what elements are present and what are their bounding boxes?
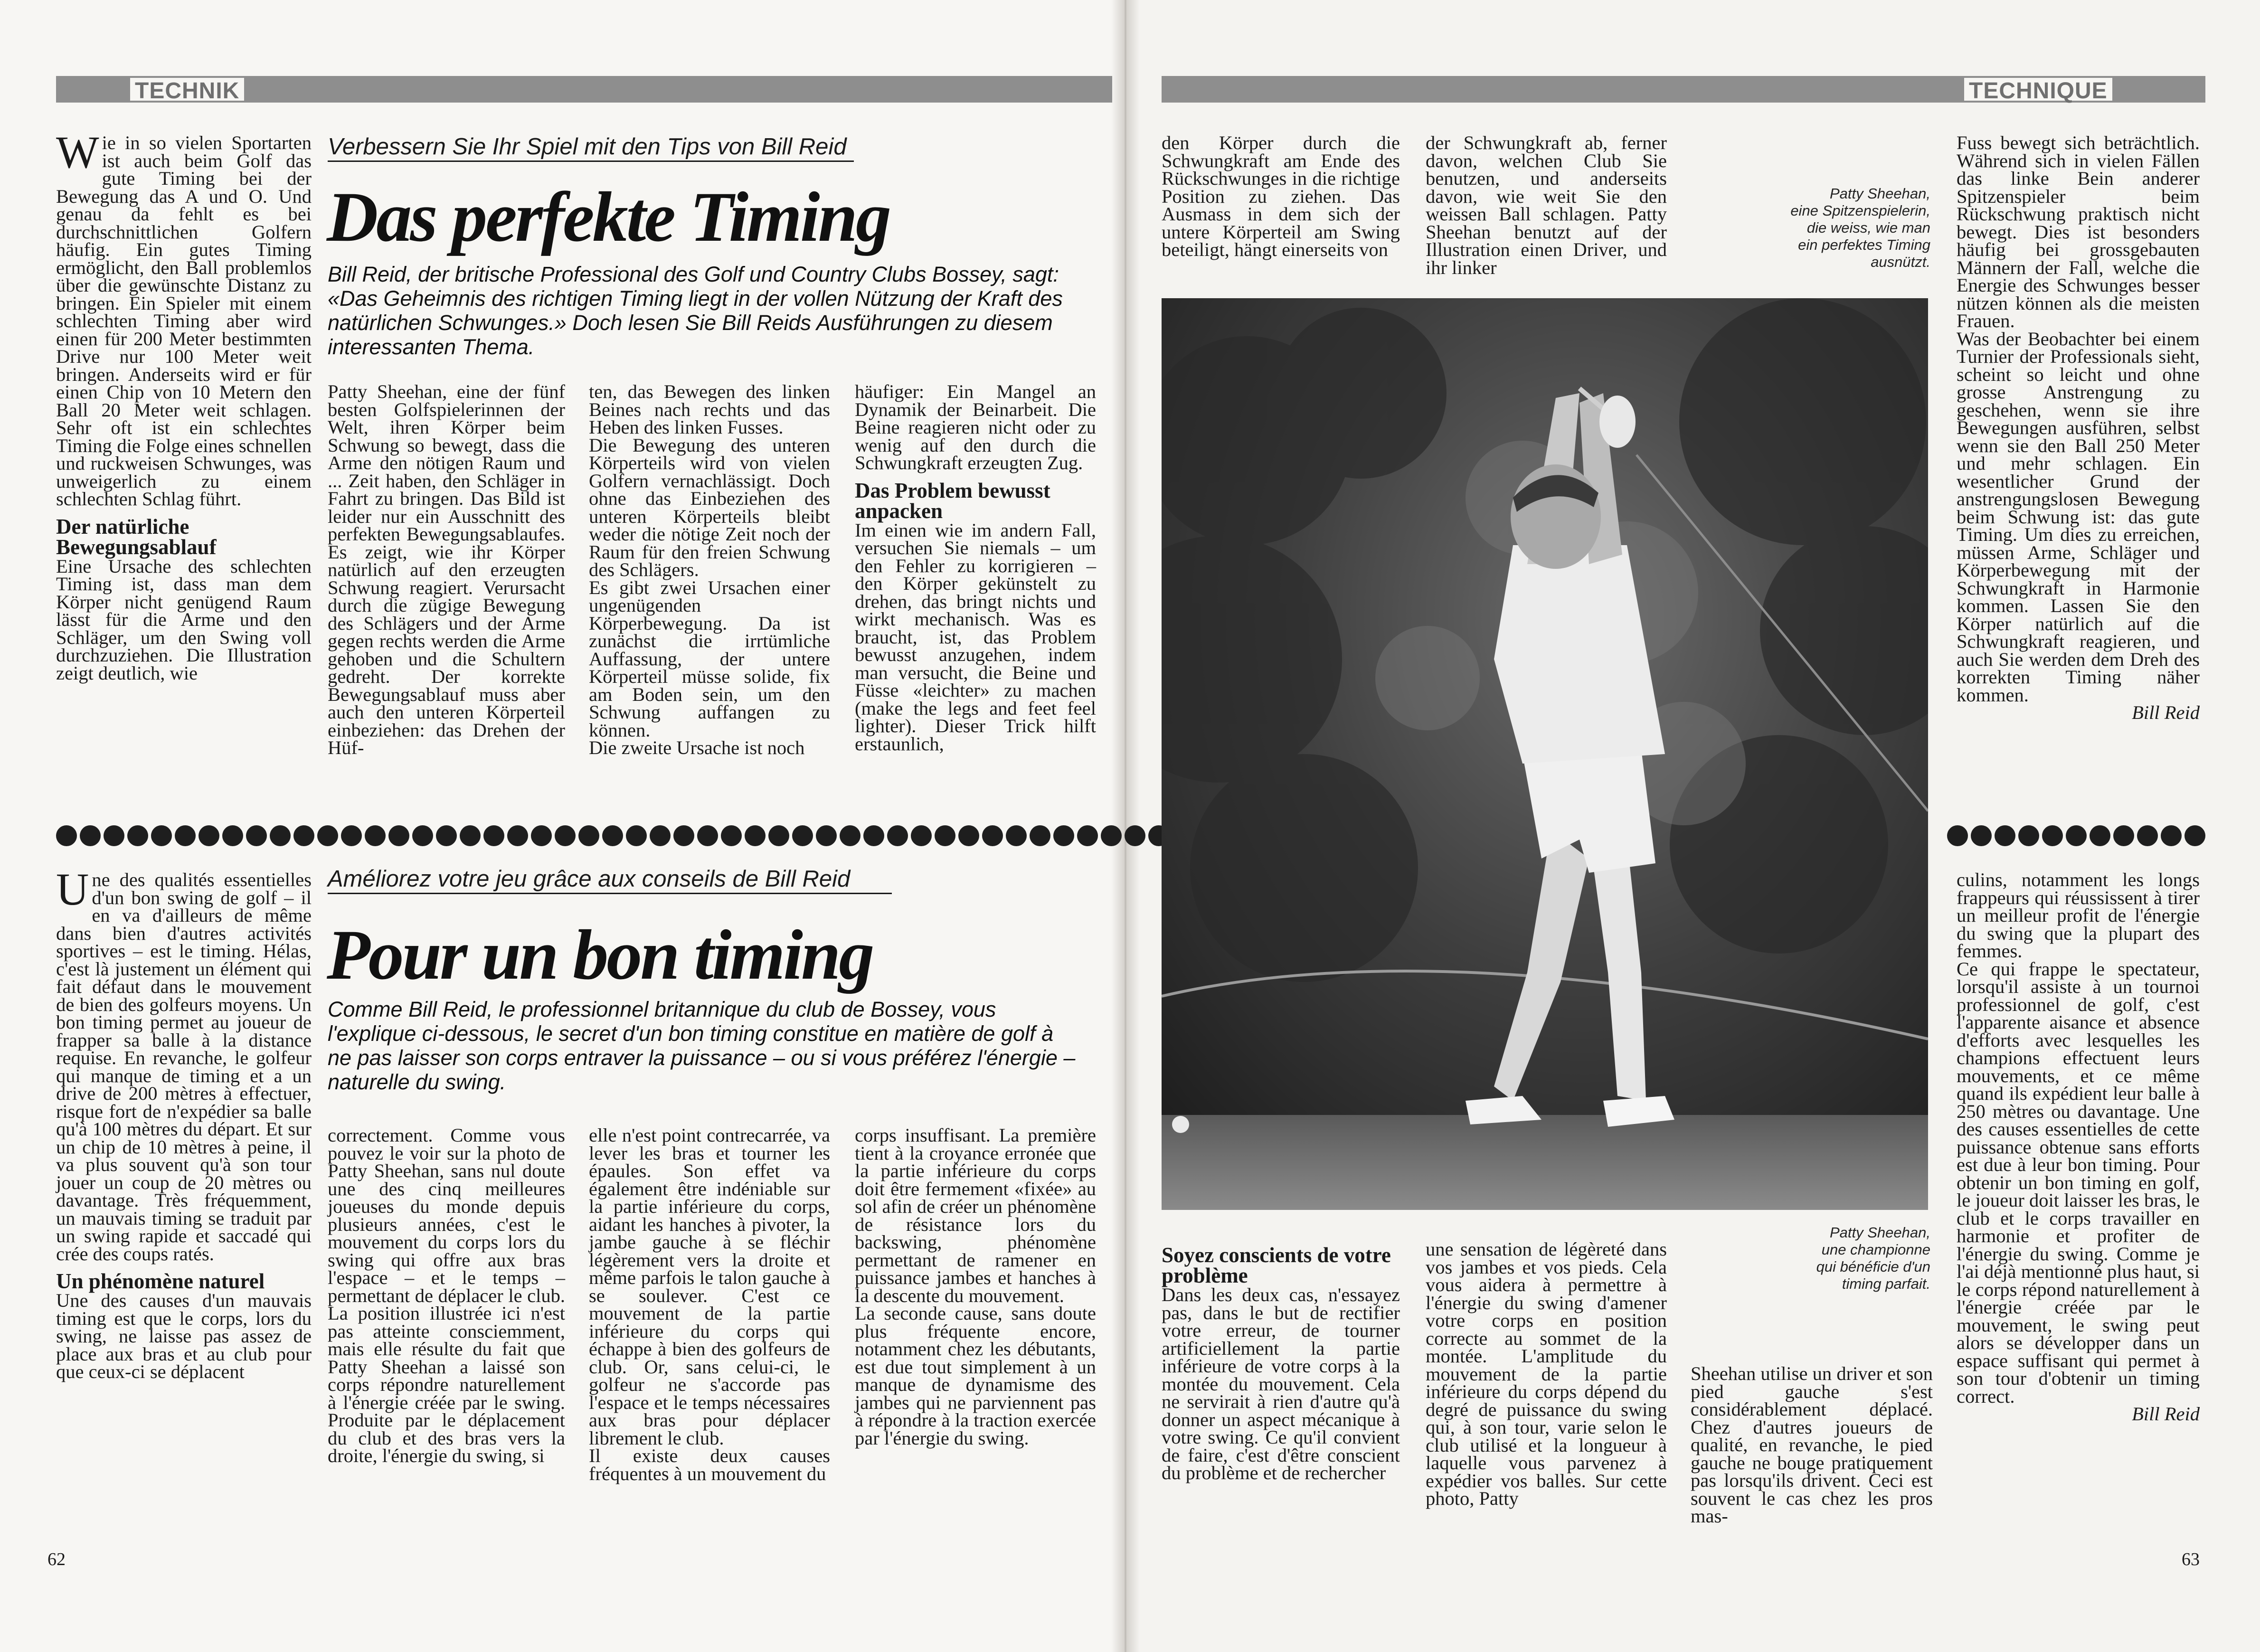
german-photo-caption: Patty Sheehan, eine Spitzenspielerin, die weiss, wie man ein perfektes Timing ausnützt. bbox=[1790, 185, 1930, 270]
page-number-right: 63 bbox=[2182, 1549, 2200, 1569]
german-col4-paragraph-1: häufiger: Ein Mangel an Dynamik der Beinarbeit. Die Beine reagieren nicht oder zu wenig auf den durch die Schwungkraft erzeugten Zug. bbox=[855, 381, 1096, 473]
french-right-col2-text: une sensation de légèreté dans vos jambes et vos pieds. Cela vous aidera à permettre à l'énergie du swing d'amener votre corps en position correcte au sommet de la montée. L'amplitude du mouvement de la partie inférieure du corps dépend du degré de puissance du swing qui, à son tour, varie selon le club utilisé et la longueur à laquelle vous parvenez à expédier vos balles. Sur cette photo, Patty bbox=[1426, 1238, 1667, 1509]
french-right-column-4 bbox=[1957, 871, 2200, 1423]
dotted-divider-left bbox=[56, 825, 1193, 849]
german-right-col2-text: der Schwungkraft ab, ferner davon, welchen Club Sie benutzen, und anderseits davon, wie weit Sie den weissen Ball schlagen. Patty Sheehan benutzt auf der Illustration einen Driver, und ihr linker bbox=[1426, 132, 1667, 278]
french-column-2 bbox=[328, 1126, 565, 1465]
german-column-1 bbox=[56, 127, 312, 684]
german-subheading-2: Das Problem bewusst anpacken bbox=[855, 478, 1050, 523]
section-tag-technique: TECHNIQUE bbox=[1962, 76, 2114, 103]
french-column-1 bbox=[56, 864, 312, 1382]
german-lead: Bill Reid, der britische Professional des Golf und Country Clubs Bossey, sagt: «Das Geheimnis des richtigen Timing liegt in der vollen Nützung der Kraft des natürlichen Schwunges.» Doch lesen Sie Bill Reids Ausführungen zu diesem interessanten Thema. bbox=[328, 262, 1063, 359]
french-lead: Comme Bill Reid, le professionnel britannique du club de Bossey, vous l'explique ci-dessous, le secret d'un bon timing constitue en matière de golf à ne pas laisser son corps entraver la puissance – ou si vous préférez l'énergie – naturelle du swing. bbox=[328, 997, 1076, 1094]
german-headline: Das perfekte Timing bbox=[327, 178, 889, 256]
page-number-left: 62 bbox=[47, 1549, 66, 1569]
german-right-column-4 bbox=[1957, 134, 2200, 722]
french-col3-text: elle n'est point contrecarrée, va lever les bras et tourner les épaules. Son effet va également être indéniable sur la partie inférieure du corps, aidant les hanches à pivoter, la jambe gauche à se fléchir légèrement vers la droite et même parfois le talon gauche à se soulever. C'est ce mouvement de la partie inférieure du corps qui échappe à bien des golfeurs de club. Or, sans celui-ci, le golfeur ne s'accorde pas l'espace et le temps nécessaires aux bras pour déplacer librement le club. Il existe deux causes fréquentes à un mouvement du bbox=[589, 1124, 830, 1484]
german-subheading-1: Der natürliche Bewegungsablauf bbox=[56, 514, 217, 559]
french-column-4 bbox=[855, 1126, 1096, 1447]
german-right-col4-text: Fuss bewegt sich beträchtlich. Während sich in vielen Fällen das linke Bein anderer Spitzenspieler beim Rückschwung praktisch nicht bewegt. Dies ist besonders häufig bei grossgebauten Männern der Fall, welche die Energie des Schwunges besser nützen können als die meisten Frauen. Was der Beobachter bei einem Turnier der Professionals sieht, scheint so leicht und ohne grosse Anstrengung zu geschehen, wenn sie ihre Bewegungen ausführen, selbst wenn sie den Ball 250 Meter und mehr schlagen. Ein wesentlicher Grund der anstrengungslosen Bewegung beim Schwung ist: das gute Timing. Um dies zu erreichen, müssen Arme, Schläger und Körperbewegung mit der Schwungkraft in Harmonie kommen. Lassen Sie den Körper natürlich auf die Schwungkraft reagieren, und auch Sie werden dem Dreh des korrekten Timing näher kommen. bbox=[1957, 132, 2200, 706]
french-right-col4-text: culins, notamment les longs frappeurs qui réussissent à tirer un meilleur profit de l'énergie du swing que la plupart des femmes. Ce qui frappe le spectateur, lorsqu'il assiste à un tournoi professionnel de golf, c'est l'apparente aisance et absence d'efforts avec lesquelles les champions effectuent leurs mouvements, et ce même quand ils expédient leur balle à 250 mètres ou davantage. Une des causes essentielles de cette puissance obtenue sans efforts est due à leur bon timing. Pour obtenir un bon timing en golf, le joueur doit laisser les bras, le club et le corps travailler en harmonie et profiter de l'énergie du swing. Comme je l'ai déjà mentionné plus haut, si le corps répond naturellement à l'énergie créée par le mouvement, le swing peut alors se développer dans un espace suffisant qui permet à son tour d'obtenir un timing correct. bbox=[1957, 869, 2200, 1407]
french-col1-paragraph-2: Une des causes d'un mauvais timing est que le corps, lors du swing, ne laisse pas assez de place aux bras et au club pour que ceux-ci se déplacent bbox=[56, 1290, 312, 1382]
german-right-column-2 bbox=[1426, 134, 1667, 276]
german-column-3 bbox=[589, 383, 830, 757]
french-headline: Pour un bon timing bbox=[327, 916, 873, 994]
french-right-col1-text: Dans les deux cas, n'essayez pas, dans le but de rectifier votre erreur, de tourner artificiellement la partie inférieure de votre corps à la montée du mouvement. Cela ne servirait à rien d'autre qu'à donner un aspect mécanique à votre swing. Ce qu'il convient de faire, c'est d'être conscient du problème et de rechercher bbox=[1162, 1284, 1400, 1483]
german-column-4 bbox=[855, 383, 1096, 753]
french-signature: Bill Reid bbox=[2132, 1403, 2200, 1425]
golfer-photo-illustration bbox=[1162, 298, 1928, 1210]
german-col1-paragraph-2: Eine Ursache des schlechten Timing ist, dass man dem Körper nicht genügend Raum lässt für die Arme und den Schläger, um den Swing voll durchzuziehen. Die Illustration zeigt deutlich, wie bbox=[56, 555, 312, 684]
german-col2-text: Patty Sheehan, eine der fünf besten Golfspielerinnen der Welt, ihren Körper beim Schwung so bewegt, dass die Arme den nötigen Raum und ... Zeit haben, den Schläger in Fahrt zu bringen. Das Bild ist leider nur ein Ausschnitt des perfekten Bewegungsablaufes. Es zeigt, wie ihr Körper natürlich auf den erzeugten Schwung reagiert. Verursacht durch die zügige Bewegung des Schlägers und der Arme gegen rechts werden die Arme gehoben und die Schultern gedreht. Der korrekte Bewegungsablauf muss aber auch den unteren Körperteil einbeziehen: das Drehen der Hüf- bbox=[328, 381, 565, 758]
german-kicker: Verbessern Sie Ihr Spiel mit den Tips von Bill Reid bbox=[328, 133, 854, 162]
german-right-col1-text: den Körper durch die Schwungkraft am Ende des Rückschwunges in die richtige Position zu ziehen. Das Ausmass in dem sich der untere Körperteil am Swing beteiligt, hängt einerseits von bbox=[1162, 132, 1400, 260]
dotted-divider-right bbox=[1947, 825, 2205, 849]
french-right-column-3 bbox=[1691, 1365, 1933, 1525]
french-subheading-1: Un phénomène naturel bbox=[56, 1269, 265, 1293]
french-col4-text: corps insuffisant. La première tient à la croyance erronée que la partie inférieure du corps doit être fermement «fixée» au sol afin de créer un phénomène de résistance lors du backswing, phénomène permettant de ramener en puissance jambes et hanches à la descente du mouvement. La seconde cause, sans doute plus fréquente encore, notamment chez les débutants, est due tout simplement à un manque de dynamisme des jambes qui ne parviennent pas à répondre à la traction exercée par l'énergie du swing. bbox=[855, 1124, 1096, 1449]
german-column-2 bbox=[328, 383, 565, 757]
french-right-column-1 bbox=[1162, 1245, 1400, 1482]
german-col3-text: ten, das Bewegen des linken Beines nach rechts und das Heben des linken Fusses. Die Bewegung des unteren Körperteils wird von vielen Golfern vernachlässigt. Doch ohne das Einbeziehen des unteren Körperteils bleibt weder die nötige Zeit noch der Raum für den freien Schwung des Schlägers. Es gibt zwei Ursachen einer ungenügenden Körperbewegung. Da ist zunächst die irrtümliche Auffassung, der untere Körperteil müsse solide, fix am Boden sein, um den Schwung auffangen zu können. Die zweite Ursache ist noch bbox=[589, 381, 830, 758]
french-col1-paragraph-1: Une des qualités essentielles d'un bon swing de golf – il en va d'ailleurs de même dans bien d'autres activités sportives – est le timing. Hélas, c'est là justement un élément qui fait défaut dans le mouvement de bien des golfeurs moyens. Un bon timing permet au joueur de frapper sa balle à la distance requise. En revanche, le golfeur qui manque de timing et a un drive de 200 mètres à effectuer, risque fort de n'expédier sa balle qu'à 100 mètres du départ. Et sur un chip de 10 mètres à peine, il va plus souvent qu'à son tour jouer un coup de 20 mètres ou davantage. Très fréquemment, un mauvais timing se traduit par un swing rapide et saccadé qui crée des coups ratés. bbox=[56, 864, 312, 1265]
german-right-column-1 bbox=[1162, 134, 1400, 259]
french-kicker: Améliorez votre jeu grâce aux conseils de Bill Reid bbox=[328, 865, 892, 894]
french-right-column-2 bbox=[1426, 1240, 1667, 1508]
german-col1-paragraph-1: Wie in so vielen Sportarten ist auch beim Golf das gute Timing bei der Bewegung das A und O. Und genau da fehlt es bei durchschnittlichen Golfern häufig. Ein gutes Timing ermöglicht, den Ball problemlos über die gewünschte Distanz zu bringen. Ein Spieler mit einem schlechten Timing aber wird einen für 200 Meter bestimmten Drive nur 100 Meter weit bringen. Anderseits wird er für einen Chip von 10 Metern den Ball 20 Meter weit schlagen. Sehr oft ist ein schlechtes Timing die Folge eines schnellen und ruckweisen Schwunges, was unweigerlich zu einem schlechten Schlag führt. bbox=[56, 127, 312, 510]
section-tag-technik: TECHNIK bbox=[128, 76, 246, 103]
french-photo-caption: Patty Sheehan, une championne qui bénéficie d'un timing parfait. bbox=[1816, 1224, 1930, 1292]
french-col2-text: correctement. Comme vous pouvez le voir sur la photo de Patty Sheehan, sans nul doute une des cinq meilleures joueuses du monde depuis plusieurs années, c'est le mouvement du corps lors du swing qui offre aux bras l'espace – et le temps – permettant de déplacer le club. La position illustrée ici n'est pas atteinte consciemment, mais elle résulte du fait que Patty Sheehan a laissé son corps répondre naturellement à l'énergie créée par le swing. Produite par le déplacement du club et des bras vers la droite, l'énergie du swing, si bbox=[328, 1124, 565, 1466]
german-signature: Bill Reid bbox=[2132, 702, 2200, 723]
french-column-3 bbox=[589, 1126, 830, 1482]
french-right-col3-text: Sheehan utilise un driver et son pied gauche s'est considérablement déplacé. Chez d'autres joueurs de qualité, en revanche, le pied gauche ne bouge pratiquement pas lorsqu'ils drivent. Ceci est souvent le cas chez les pros mas- bbox=[1691, 1363, 1933, 1527]
golfer-photo bbox=[1162, 298, 1928, 1210]
german-col4-paragraph-2: Im einen wie im andern Fall, versuchen Sie niemals – um den Fehler zu korrigieren – den Körper gekünstelt zu drehen, das bringt nichts und wirkt mechanisch. Was es braucht, ist, das Problem bewusst anzugehen, indem man versucht, die Beine und Füsse «leichter» zu machen (make the legs and feet feel lighter). Dieser Trick hilft erstaunlich, bbox=[855, 519, 1096, 755]
french-subheading-2: Soyez conscients de votre problème bbox=[1162, 1243, 1391, 1287]
